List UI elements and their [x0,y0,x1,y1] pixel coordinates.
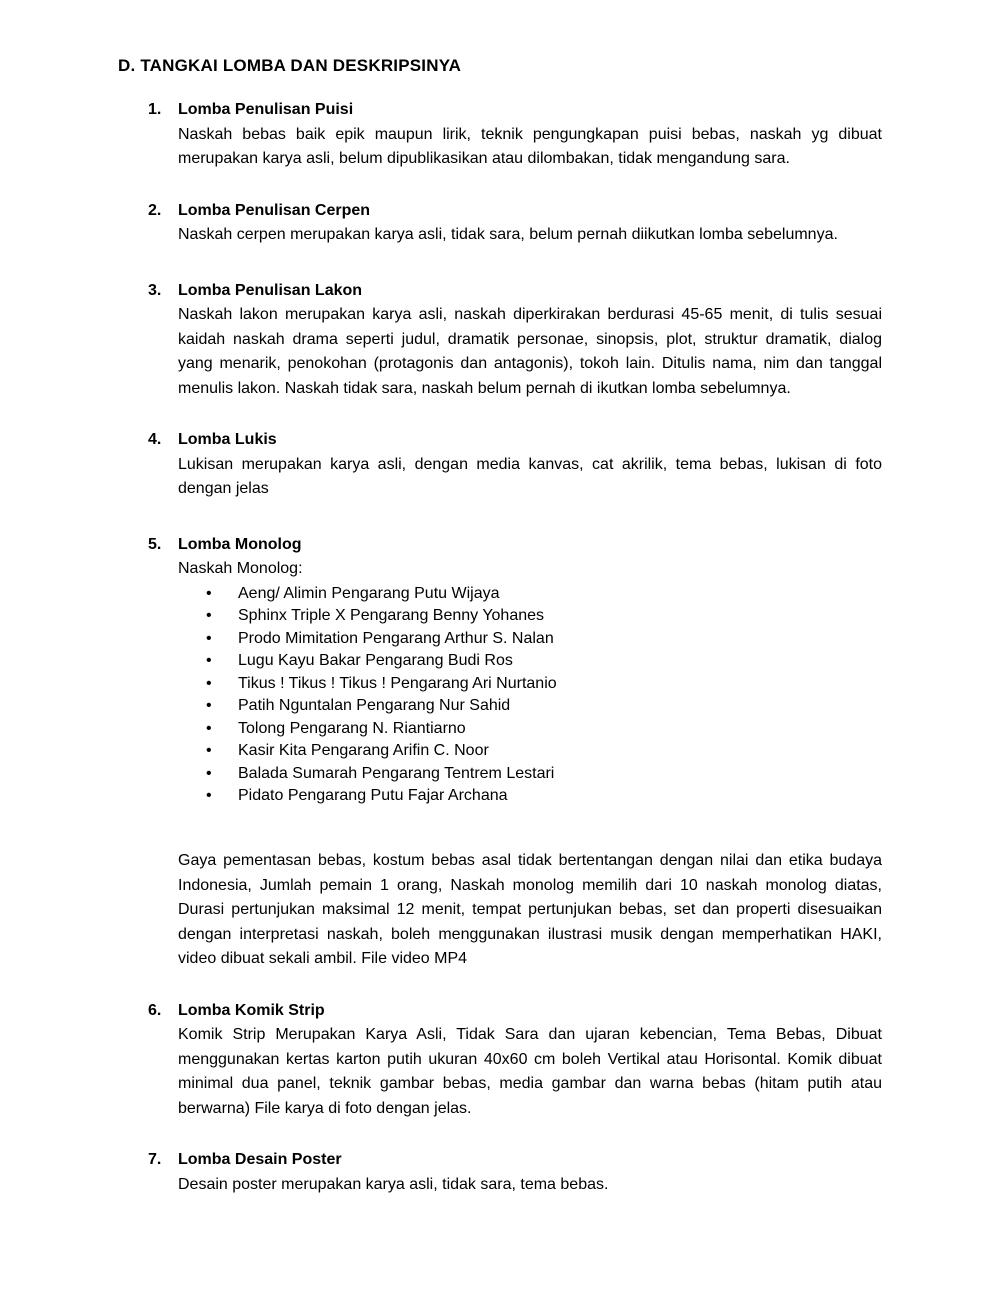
monolog-script: • Aeng/ Alimin Pengarang Putu Wijaya [178,583,882,605]
item-number: 6. [148,1001,162,1019]
monolog-script: • Sphinx Triple X Pengarang Benny Yohanes [178,605,882,627]
monolog-script-list [178,583,882,808]
item-heading: Lomba Komik Strip [178,1001,325,1019]
monolog-script: • Pidato Pengarang Putu Fajar Archana [178,785,882,807]
item-heading: Lomba Penulisan Cerpen [178,201,371,219]
item-heading: Lomba Lukis [178,431,277,448]
item-body: Desain poster merupakan karya asli, tidak sara, tema bebas. [178,1175,609,1193]
item-number: 2. [148,201,162,219]
item-heading: Lomba Desain Poster [178,1151,342,1168]
monolog-rules: Gaya pementasan bebas, kostum bebas asal tidak bertentangan dengan nilai dan etika budaya Indonesia, Jumlah pemain 1 orang, Naskah monolog memilih dari 10 naskah monolog diatas, Durasi pertunjukan maksimal 12 menit, tempat pertunjukan bebas, set dan properti disesuaikan dengan interpretasi naskah, boleh menggunakan ilustrasi musik dengan memperhatikan HAKI, video dibuat sekali ambil. File video MP4 [178,852,882,967]
monolog-script: • Kasir Kita Pengarang Arifin C. Noor [178,740,882,762]
list-item-monolog [118,533,882,972]
item-body: Naskah lakon merupakan karya asli, naskah diperkirakan berdurasi 45-65 menit, di tulis sesuai kaidah naskah drama seperti judul, dramatik personae, sinopsis, plot, struktur dramatik, dialog yang menarik, penokohan (protagonis dan antagonis), tokoh lain. Ditulis nama, nim dan tanggal menulis lakon. Naskah tidak sara, naskah belum pernah di ikutkan lomba sebelumnya. [178,306,882,397]
item-number: 4. [148,431,162,448]
monolog-script: • Lugu Kayu Bakar Pengarang Budi Ros [178,650,882,672]
monolog-script: • Balada Sumarah Pengarang Tentrem Lestari [178,763,882,785]
monolog-script: • Prodo Mimitation Pengarang Arthur S. Nalan [178,628,882,650]
item-number: 5. [148,535,162,553]
monolog-script: • Patih Nguntalan Pengarang Nur Sahid [178,695,882,717]
list-item-desain-poster [118,1148,882,1197]
item-body: Naskah cerpen merupakan karya asli, tidak sara, belum pernah diikutkan lomba sebelumnya. [178,226,838,243]
item-number: 3. [148,281,162,299]
item-heading: Lomba Penulisan Lakon [178,281,363,299]
item-heading: Lomba Monolog [178,535,302,553]
list-item-lakon [118,279,882,402]
item-body: Naskah bebas baik epik maupun lirik, teknik pengungkapan puisi bebas, naskah yg dibuat merupakan karya asli, belum dipublikasikan atau dilombakan, tidak mengandung sara. [178,125,882,167]
monolog-intro: Naskah Monolog: [178,560,303,577]
item-number: 7. [148,1151,162,1168]
item-body: Lukisan merupakan karya asli, dengan media kanvas, cat akrilik, tema bebas, lukisan di foto dengan jelas [178,455,882,497]
list-item-cerpen [118,199,882,248]
item-heading: Lomba Penulisan Puisi [178,101,354,118]
monolog-script: • Tolong Pengarang N. Riantiarno [178,718,882,740]
list-item-lukis [118,428,882,502]
monolog-script: • Tikus ! Tikus ! Tikus ! Pengarang Ari Nurtanio [178,673,882,695]
list-item-puisi [118,98,882,172]
item-number: 1. [148,101,162,118]
section-title: D. TANGKAI LOMBA DAN DESKRIPSINYA [118,56,462,75]
item-body: Komik Strip Merupakan Karya Asli, Tidak Sara dan ujaran kebencian, Tema Bebas, Dibuat menggunakan kertas karton putih ukuran 40x60 cm boleh Vertikal atau Horisontal. Komik dibuat minimal dua panel, teknik gambar bebas, media gambar dan warna bebas (hitam putih atau berwarna) File karya di foto dengan jelas. [178,1026,882,1117]
list-item-komik-strip [118,999,882,1122]
